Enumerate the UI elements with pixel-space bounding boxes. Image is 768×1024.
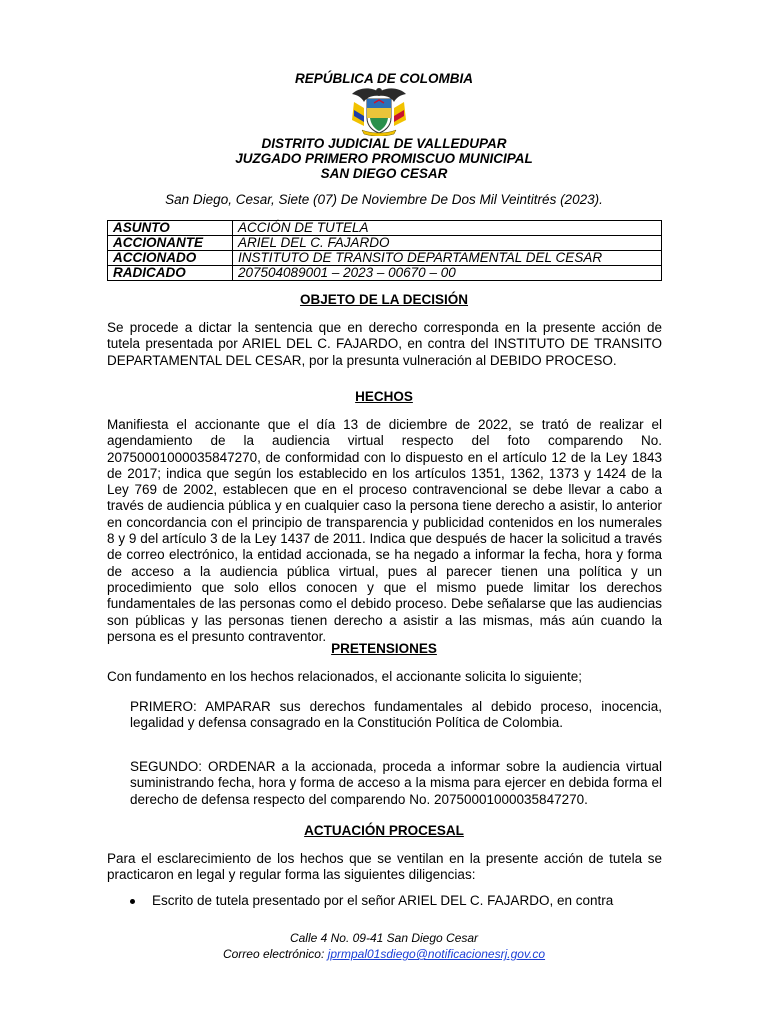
meta-key: ACCIONANTE bbox=[108, 236, 233, 251]
footer-email-label: Correo electrónico: bbox=[222, 947, 328, 961]
primero-paragraph: PRIMERO: AMPARAR sus derechos fundamentales al debido proceso, inocencia, legalidad y defensa consagrado en la Constitución Política de Colombia. bbox=[130, 699, 662, 731]
court-heading: JUZGADO PRIMERO PROMISCUO MUNICIPAL bbox=[235, 151, 533, 166]
table-row bbox=[108, 221, 662, 236]
dateline: San Diego, Cesar, Siete (07) De Noviembre De Dos Mil Veintitrés (2023). bbox=[165, 192, 603, 207]
actuacion-paragraph: Para el esclarecimiento de los hechos que se ventilan en la presente acción de tutela se practicaron en legal y regular forma las siguientes diligencias: bbox=[107, 851, 662, 883]
country-heading: REPÚBLICA DE COLOMBIA bbox=[295, 71, 473, 86]
pretensiones-intro: Con fundamento en los hechos relacionados, el accionante solicita lo siguiente; bbox=[107, 669, 583, 684]
footer-email-link[interactable]: jprmpal01sdiego@notificacionesrj.gov.co bbox=[327, 947, 546, 961]
table-row bbox=[108, 236, 662, 251]
bullet-icon bbox=[130, 899, 135, 904]
hechos-paragraph: Manifiesta el accionante que el día 13 de diciembre de 2022, se trató de realizar el agendamiento de la audiencia virtual respecto del foto comparendo No. 20750001000035847270, de conformidad con lo dispuesto en el artículo 12 de la Ley 1843 de 2017; indica que según los establecido en los artículos 1351, 1362, 1373 y 1424 de la Ley 769 de 2002, establecen que en el proceso contravencional se debe llevar a cabo a través de audiencia pública y en cualquier caso la persona tiene derecho a asistir, lo anterior en concordancia con el principio de transparencia y publicidad contenidos en los numerales 8 y 9 del artículo 3 de la Ley 1437 de 2011. Indica que después de hacer la solicitud a través de correo electrónico, la entidad accionada, se ha negado a informar la fecha, hora y forma de acceso a la audiencia pública virtual, pues al parecer tienen una política y un procedimiento que solo ellos conocen y que el mismo puede limitar los derechos fundamentales de las personas como el debido proceso. Debe señalarse que las audiencias son públicas y las personas tienen derecho a asistir a las mismas, más aún cuando la persona es el presunto contraventor. bbox=[107, 417, 662, 644]
colombia-coat-of-arms-icon bbox=[348, 86, 410, 136]
hechos-section-title: HECHOS bbox=[355, 389, 413, 404]
city-heading: SAN DIEGO CESAR bbox=[320, 166, 448, 181]
district-heading: DISTRITO JUDICIAL DE VALLEDUPAR bbox=[261, 136, 507, 151]
meta-value: INSTITUTO DE TRANSITO DEPARTAMENTAL DEL CESAR bbox=[233, 251, 662, 266]
meta-key: ACCIONADO bbox=[108, 251, 233, 266]
table-row bbox=[108, 266, 662, 281]
meta-value: 207504089001 – 2023 – 00670 – 00 bbox=[233, 266, 662, 281]
footer-email-line bbox=[0, 946, 768, 962]
objeto-paragraph: Se procede a dictar la sentencia que en derecho corresponda en la presente acción de tutela presentada por ARIEL DEL C. FAJARDO, en contra del INSTITUTO DE TRANSITO DEPARTAMENTAL DEL CESAR, por la presunta vulneración al DEBIDO PROCESO. bbox=[107, 320, 662, 368]
footer-address: Calle 4 No. 09-41 San Diego Cesar bbox=[289, 931, 479, 945]
objeto-section-title: OBJETO DE LA DECISIÓN bbox=[299, 292, 469, 307]
table-row bbox=[108, 251, 662, 266]
segundo-paragraph: SEGUNDO: ORDENAR a la accionada, proceda a informar sobre la audiencia virtual suministrando fecha, hora y forma de acceso a la misma para ejercer en debida forma el derecho de defensa respecto del comparendo No. 20750001000035847270. bbox=[130, 759, 662, 807]
meta-key: ASUNTO bbox=[108, 221, 233, 236]
meta-value: ACCIÓN DE TUTELA bbox=[233, 221, 662, 236]
list-item-text: Escrito de tutela presentado por el señor ARIEL DEL C. FAJARDO, en contra bbox=[152, 893, 614, 908]
meta-value: ARIEL DEL C. FAJARDO bbox=[233, 236, 662, 251]
actuacion-section-title: ACTUACIÓN PROCESAL bbox=[304, 823, 464, 838]
meta-key: RADICADO bbox=[108, 266, 233, 281]
case-metadata-table bbox=[107, 220, 662, 281]
pretensiones-section-title: PRETENSIONES bbox=[331, 641, 437, 656]
